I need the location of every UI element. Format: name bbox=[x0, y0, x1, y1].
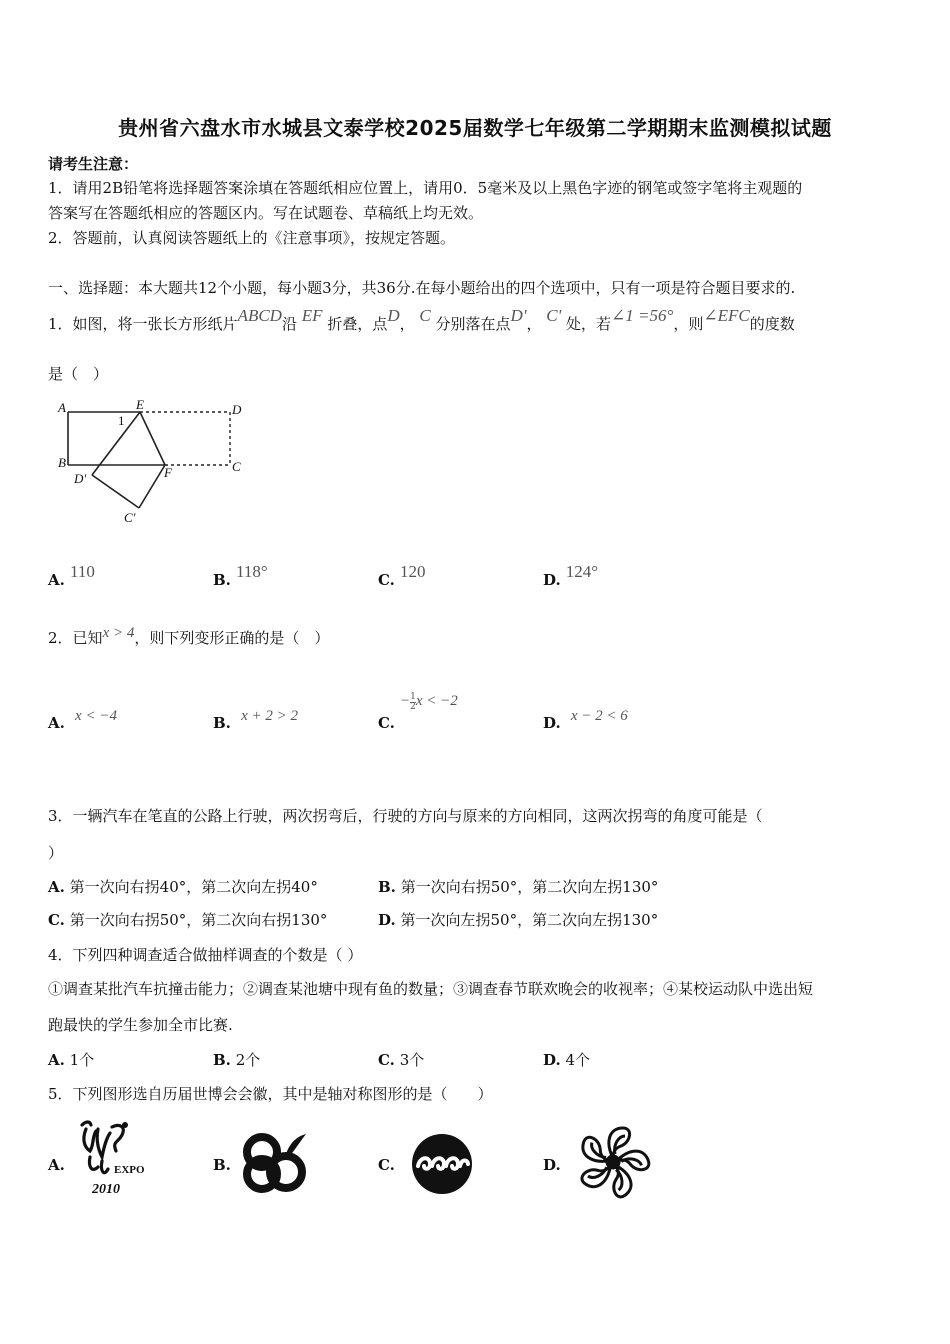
option-value: 118° bbox=[236, 562, 268, 581]
math-expression: C' bbox=[546, 306, 562, 325]
swirl-flower-logo bbox=[572, 1122, 654, 1202]
notice-line-1: 1．请用2B铅笔将选择题答案涂填在答题纸相应位置上，请用0．5毫米及以上黑色字迹的钢笔或签字笔将主观题的 bbox=[48, 179, 803, 197]
option-c[interactable] bbox=[378, 1155, 395, 1174]
math-expression: EF bbox=[301, 306, 323, 325]
option-letter: D. bbox=[543, 1156, 561, 1174]
option-letter: C. bbox=[378, 1156, 395, 1174]
option-c[interactable] bbox=[378, 690, 458, 732]
fold-line-EF bbox=[140, 412, 165, 465]
option-value: 第一次向右拐50°，第二次向右拐130° bbox=[69, 911, 328, 929]
logo-text-expo: EXPO bbox=[114, 1164, 145, 1176]
option-value: 第一次向右拐50°，第二次向左拐130° bbox=[400, 878, 659, 896]
option-value: x − 2 < 6 bbox=[570, 708, 628, 724]
option-letter: A. bbox=[48, 1156, 65, 1174]
label-A: A bbox=[58, 400, 66, 415]
notice-line-1b: 答案写在答题纸相应的答题区内。写在试题卷、草稿纸上均无效。 bbox=[48, 204, 484, 222]
waves-circle-logo bbox=[410, 1132, 474, 1196]
option-a[interactable] bbox=[48, 562, 95, 589]
notice-line-2: 2．答题前，认真阅读答题纸上的《注意事项》，按规定答题。 bbox=[48, 229, 456, 247]
label-D-prime: D' bbox=[74, 471, 87, 486]
section-heading: 一、选择题：本大题共12个小题，每小题3分，共36分.在每小题给出的四个选项中，只有一项是符合题目要求的. bbox=[48, 279, 796, 297]
expo-2010-logo bbox=[76, 1117, 158, 1199]
question-number: 4． bbox=[48, 946, 73, 964]
label-B: B bbox=[58, 455, 66, 470]
rings-logo bbox=[240, 1128, 312, 1198]
option-c[interactable] bbox=[378, 562, 426, 589]
option-letter: C. bbox=[378, 571, 395, 589]
logo-stroke bbox=[89, 1157, 98, 1169]
option-letter: B. bbox=[213, 571, 231, 589]
edge-C-prime-F bbox=[139, 465, 165, 508]
option-a[interactable] bbox=[48, 877, 318, 897]
option-letter: A. bbox=[48, 571, 65, 589]
question-text: ，则下列变形正确的是（ ） bbox=[134, 629, 330, 647]
label-F: F bbox=[164, 465, 172, 480]
logo-stroke bbox=[84, 1129, 96, 1151]
question-text: 下列图形选自历届世博会会徽，其中是轴对称图形的是（ ） bbox=[72, 1085, 493, 1103]
option-letter: B. bbox=[213, 1051, 231, 1069]
option-letter: C. bbox=[48, 911, 65, 929]
math-expression: ∠EFC bbox=[703, 306, 750, 325]
logo-text-year: 2010 bbox=[92, 1182, 120, 1197]
logo-stroke bbox=[82, 1122, 91, 1125]
question-4-line-2: ①调查某批汽车抗撞击能力；②调查某池塘中现有鱼的数量；③调查春节联欢晚会的收视率；④某校运动队中选出短 bbox=[48, 980, 814, 998]
question-text: 已知 bbox=[72, 629, 103, 647]
option-value: 第一次向右拐40°，第二次向左拐40° bbox=[69, 878, 318, 896]
math-expression: ∠1 =56° bbox=[611, 306, 674, 325]
option-d[interactable] bbox=[543, 562, 599, 589]
question-5-line bbox=[48, 1084, 493, 1104]
option-letter: A. bbox=[48, 878, 65, 896]
question-1-line bbox=[48, 306, 795, 334]
question-text: ，则 bbox=[673, 315, 704, 333]
logo-stroke bbox=[97, 1129, 110, 1157]
option-prefix: − bbox=[400, 693, 411, 709]
edge-D-prime-C-prime bbox=[92, 475, 139, 508]
option-value: x < −2 bbox=[415, 693, 458, 709]
question-text: 下列四种调查适合做抽样调查的个数是（ ） bbox=[72, 946, 363, 964]
fraction bbox=[410, 693, 416, 712]
option-value: x + 2 > 2 bbox=[241, 708, 298, 724]
option-a[interactable] bbox=[48, 1155, 65, 1174]
option-a[interactable] bbox=[48, 705, 117, 732]
question-3-line bbox=[48, 806, 763, 826]
option-letter: B. bbox=[213, 714, 231, 732]
option-value: 124° bbox=[565, 562, 599, 581]
option-c[interactable] bbox=[48, 910, 327, 930]
option-value: 1个 bbox=[69, 1051, 95, 1069]
option-b[interactable] bbox=[213, 1050, 260, 1070]
question-text: 一辆汽车在笔直的公路上行驶，两次拐弯后，行驶的方向与原来的方向相同，这两次拐弯的角度可能是（ bbox=[72, 807, 763, 825]
question-3-line-2: ） bbox=[48, 844, 64, 862]
question-number: 3． bbox=[48, 807, 73, 825]
math-expression: C bbox=[419, 306, 431, 325]
option-d[interactable] bbox=[543, 1155, 561, 1174]
label-angle-1: 1 bbox=[118, 413, 125, 428]
label-D: D bbox=[232, 402, 242, 417]
option-b[interactable] bbox=[213, 705, 298, 732]
question-number: 2． bbox=[48, 629, 73, 647]
option-letter: C. bbox=[378, 1051, 395, 1069]
option-letter: D. bbox=[543, 714, 561, 732]
math-expression: ABCD bbox=[237, 306, 282, 325]
question-number: 1． bbox=[48, 315, 73, 333]
option-c[interactable] bbox=[378, 1050, 424, 1070]
option-value: 第一次向左拐50°，第二次向左拐130° bbox=[400, 911, 659, 929]
option-value: 3个 bbox=[399, 1051, 425, 1069]
fraction-numerator: 1 bbox=[410, 692, 416, 702]
question-text: 如图，将一张长方形纸片 bbox=[72, 315, 238, 333]
question-4-line-3: 跑最快的学生参加全市比赛. bbox=[48, 1016, 233, 1034]
logo-stroke bbox=[112, 1125, 123, 1151]
option-letter: B. bbox=[213, 1156, 231, 1174]
option-letter: A. bbox=[48, 714, 65, 732]
question-1-line-2: 是（ ） bbox=[48, 365, 109, 383]
option-d[interactable] bbox=[378, 910, 658, 930]
folding-figure bbox=[52, 395, 262, 530]
option-letter: A. bbox=[48, 1051, 65, 1069]
label-C: C bbox=[232, 459, 241, 474]
math-expression: D bbox=[387, 306, 400, 325]
logo-dot bbox=[122, 1122, 128, 1128]
label-E: E bbox=[136, 397, 144, 412]
option-b[interactable] bbox=[213, 562, 268, 589]
option-letter: D. bbox=[543, 571, 561, 589]
option-letter: B. bbox=[378, 878, 396, 896]
question-text: 分别落在点 bbox=[435, 315, 511, 333]
option-value: 2个 bbox=[235, 1051, 261, 1069]
notice-heading: 请考生注意： bbox=[48, 155, 139, 173]
question-text: 折叠，点 bbox=[327, 315, 388, 333]
question-text: ， bbox=[526, 315, 542, 333]
option-letter: D. bbox=[543, 1051, 561, 1069]
math-expression: x > 4 bbox=[102, 625, 135, 641]
logo-leaf bbox=[286, 1134, 306, 1156]
question-2-line bbox=[48, 625, 330, 649]
question-text: ， bbox=[399, 315, 415, 333]
option-d[interactable] bbox=[543, 1050, 590, 1070]
option-letter: D. bbox=[378, 911, 396, 929]
option-value: 4个 bbox=[565, 1051, 591, 1069]
question-number: 5． bbox=[48, 1085, 73, 1103]
option-value: 120 bbox=[400, 562, 426, 581]
question-4-line bbox=[48, 945, 362, 965]
option-value: x < −4 bbox=[75, 708, 117, 724]
question-text: 的度数 bbox=[749, 315, 795, 333]
option-letter: C. bbox=[378, 714, 395, 732]
option-d[interactable] bbox=[543, 705, 628, 732]
option-value: 110 bbox=[69, 562, 95, 581]
math-expression: D' bbox=[510, 306, 527, 325]
fraction-denominator: 2 bbox=[410, 702, 416, 712]
option-a[interactable] bbox=[48, 1050, 94, 1070]
question-text: 处，若 bbox=[566, 315, 612, 333]
logo-stroke bbox=[101, 1161, 108, 1173]
question-text: 沿 bbox=[281, 315, 297, 333]
option-b[interactable] bbox=[213, 1155, 231, 1174]
option-b[interactable] bbox=[378, 877, 658, 897]
page-title: 贵州省六盘水市水城县文泰学校2025届数学七年级第二学期期末监测模拟试题 bbox=[118, 116, 832, 140]
label-C-prime: C' bbox=[124, 510, 136, 525]
logo-center bbox=[607, 1156, 619, 1168]
